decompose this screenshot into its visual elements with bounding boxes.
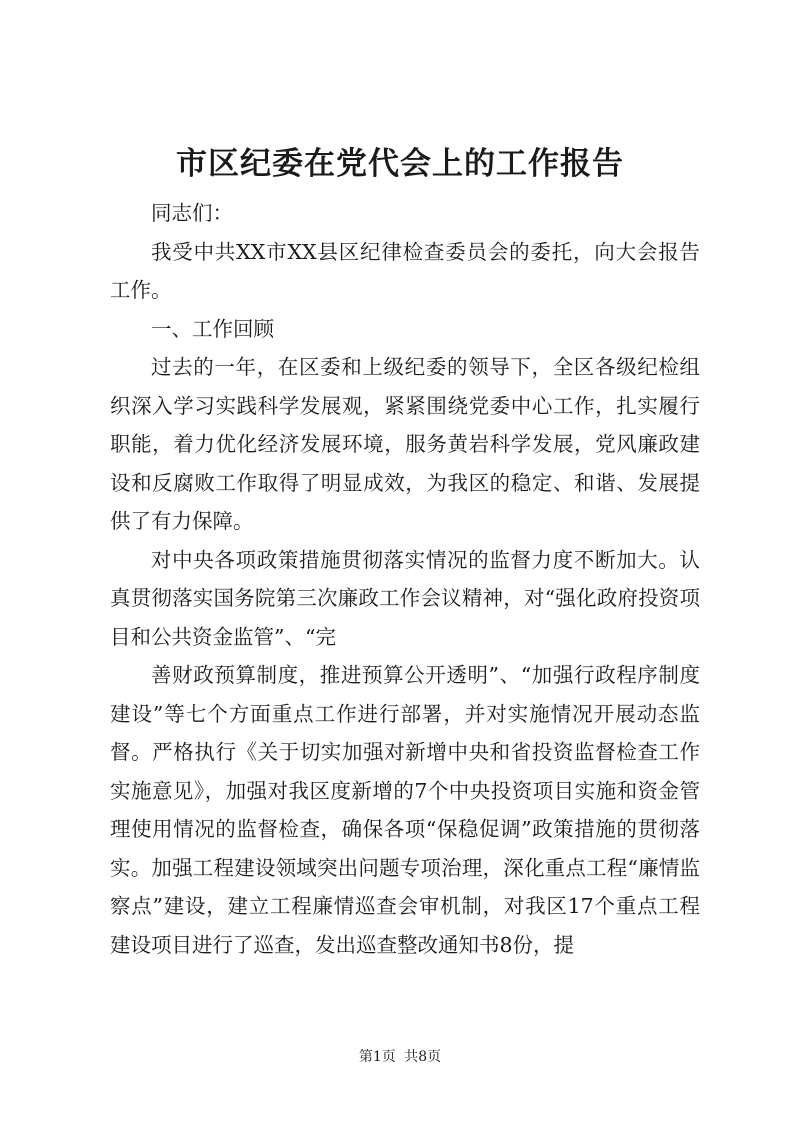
section-heading: 一、工作回顾 xyxy=(151,316,274,341)
paragraph-continuation: 善财政预算制度，推进预算公开透明”、“加强行政程序制度建设”等七个方面重点工作进行部署，并对实施情况开展动态监督。严格执行《关于切实加强对新增中央和省投资监督检查工作实施意见》，加强对我区度新增的7个中央投资项目实施和资金管理使用情况的监督检查，确保各项“保稳促调”政策措施的贯彻落实。加强工程建设领域突出问题专项治理，深化重点工程“廉情监察点”建设，建立工程廉情巡查会审机制，对我区17个重点工程建设项目进行了巡查，发出巡查整改通知书8份，提 xyxy=(110,663,700,957)
page-number: 第1页 xyxy=(358,1049,396,1065)
document-title: 市区纪委在党代会上的工作报告 xyxy=(176,146,624,182)
page-footer xyxy=(0,1046,800,1066)
paragraph-supervision: 对中央各项政策措施贯彻落实情况的监督力度不断加大。认真贯彻落实国务院第三次廉政工作会议精神，对“强化政府投资项目和公共资金监管”、“完 xyxy=(110,547,700,649)
paragraph-greeting: 同志们： xyxy=(151,201,233,225)
document-body xyxy=(110,194,700,964)
page-total: 共8页 xyxy=(404,1049,442,1065)
paragraph-intro: 我受中共XX市XX县区纪律检查委员会的委托，向大会报告工作。 xyxy=(110,239,700,302)
paragraph-review: 过去的一年，在区委和上级纪委的领导下，全区各级纪检组织深入学习实践科学发展观，紧紧围绕党委中心工作，扎实履行职能，着力优化经济发展环境，服务黄岩科学发展，党风廉政建设和反腐败工作取得了明显成效，为我区的稳定、和谐、发展提供了有力保障。 xyxy=(110,355,700,533)
